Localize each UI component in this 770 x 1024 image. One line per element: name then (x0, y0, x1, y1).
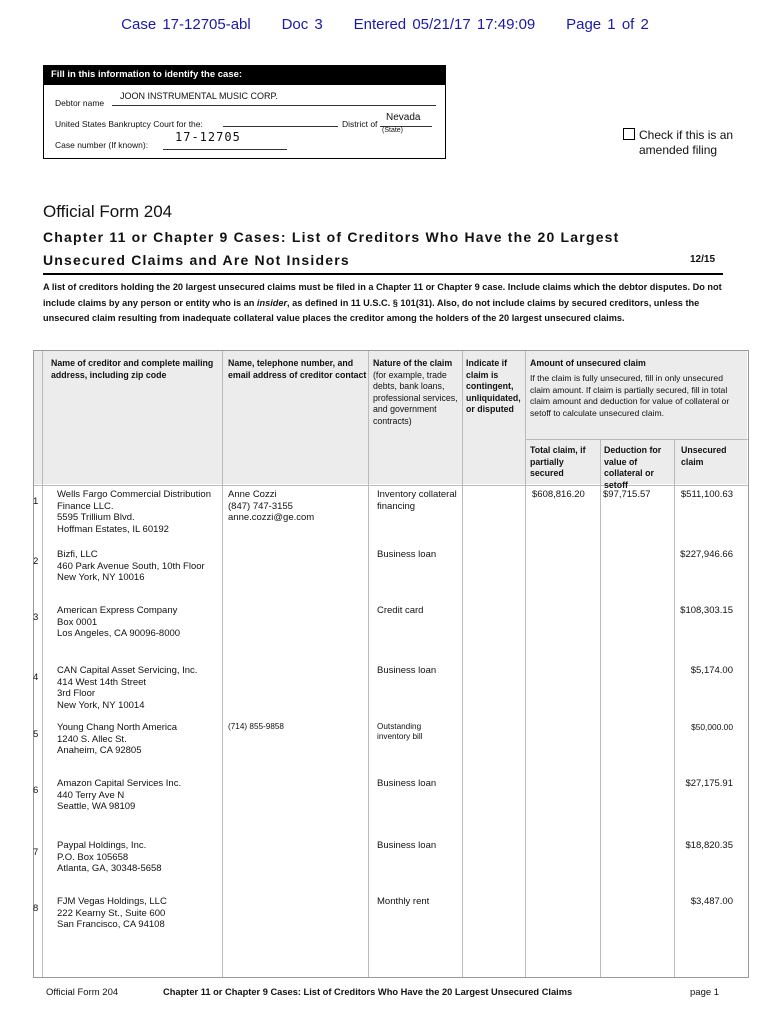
row-number (33, 903, 38, 915)
unsecured-claim-value (681, 489, 733, 500)
column-nature-title: Nature of the claim (373, 358, 453, 368)
unsecured-claim-value-line: $18,820.35 (685, 840, 733, 851)
claim-nature-line: Business loan (377, 778, 437, 789)
title-divider (43, 273, 723, 275)
creditor-name-address (57, 722, 227, 757)
unsecured-claim-value (680, 605, 733, 616)
deduction-value (603, 489, 651, 500)
total-claim-value (532, 489, 585, 500)
total-claim-value-line: $608,816.20 (532, 489, 585, 500)
claim-nature-line: Monthly rent (377, 896, 430, 907)
column-creditor-contact: Name, telephone number, and email address of creditor contact (228, 358, 367, 380)
claim-nature-line: inventory bill (377, 732, 423, 741)
unsecured-claim-value-line: $227,946.66 (680, 549, 733, 560)
creditor-name-address-line: 414 West 14th Street (57, 676, 147, 688)
claim-nature (377, 840, 467, 852)
column-unsecured-claim: Unsecured claim (681, 445, 727, 467)
entered-stamp: Entered 05/21/17 17:49:09 (353, 16, 536, 33)
creditor-name-address-line: 440 Terry Ave N (57, 789, 125, 801)
row-number (33, 729, 38, 741)
creditor-name-address-line: 222 Kearny St., Suite 600 (57, 907, 166, 919)
creditor-name-address-line: American Express Company (57, 605, 178, 616)
creditor-name-address-line: CAN Capital Asset Servicing, Inc. (57, 665, 198, 676)
state-label: (State) (382, 127, 404, 134)
creditor-name-address-line: 5595 Trillium Blvd. (57, 512, 135, 523)
case-number-value: 17-12705 (175, 130, 241, 144)
row-number-line: 2 (33, 556, 39, 567)
district-value: Nevada (386, 112, 421, 123)
form-name: Official Form 204 (43, 202, 173, 221)
case-stamp: Case 17-12705-abl (121, 16, 251, 33)
unsecured-claim-value-line: $27,175.91 (685, 778, 733, 789)
creditor-name-address-line: New York, NY 10014 (57, 699, 145, 711)
unsecured-claim-value (691, 665, 733, 676)
claim-nature-line: financing (377, 500, 416, 512)
creditor-name-address-line: FJM Vegas Holdings, LLC (57, 896, 167, 907)
creditor-name-address-line: Atlanta, GA, 30348-5658 (57, 863, 162, 874)
court-field (223, 114, 338, 127)
row-number-line: 7 (33, 847, 39, 858)
creditor-name-address-line: Wells Fargo Commercial Distribution (57, 489, 211, 500)
unsecured-claim-value (691, 722, 733, 732)
case-number-field (163, 130, 287, 150)
court-stamp-header (0, 16, 770, 33)
claim-nature (377, 549, 467, 561)
form-title-line2: Unsecured Claims and Are Not Insiders (43, 252, 350, 268)
creditor-name-address-line: 1240 S. Allec St. (57, 733, 127, 745)
claim-nature (377, 489, 467, 512)
district-field (380, 112, 432, 127)
column-amount-description: If the claim is fully unsecured, fill in only unsecured claim amount. If claim is partially secured, fill in total claim amount and deduction for value of collateral or setoff to calculate unsecured claim. (530, 373, 730, 418)
claim-nature (377, 778, 467, 790)
creditor-name-address (57, 665, 227, 711)
column-deduction: Deduction for value of collateral or setoff (604, 445, 662, 490)
doc-stamp: Doc 3 (281, 16, 323, 33)
creditor-contact-line: Anne Cozzi (228, 489, 277, 500)
claim-nature (377, 665, 467, 677)
creditor-name-address (57, 896, 227, 931)
creditor-name-address-line: 460 Park Avenue South, 10th Floor (57, 560, 205, 572)
creditor-name-address-line: New York, NY 10016 (57, 572, 145, 583)
form-title (43, 226, 703, 272)
claim-nature (377, 896, 467, 908)
form-title-line1: Chapter 11 or Chapter 9 Cases: List of Creditors Who Have the 20 Largest (43, 229, 620, 245)
unsecured-claim-value-line: $3,487.00 (690, 896, 733, 907)
creditor-name-address-line: Bizfi, LLC (57, 549, 98, 560)
creditor-contact-line: anne.cozzi@ge.com (228, 512, 315, 523)
column-amount-title: Amount of unsecured claim (530, 358, 646, 368)
row-number-line: 5 (33, 729, 39, 740)
page-stamp: Page 1 of 2 (566, 16, 649, 33)
creditor-contact-line: (847) 747-3155 (228, 500, 293, 512)
row-number (33, 496, 38, 508)
unsecured-claim-value-line: $108,303.15 (680, 605, 733, 616)
claim-nature-line: Inventory collateral (377, 489, 457, 500)
footer-form-title: Chapter 11 or Chapter 9 Cases: List of Creditors Who Have the 20 Largest Unsecured Claims (163, 987, 573, 997)
row-number-line: 6 (33, 785, 39, 796)
creditor-contact-line: (714) 855-9858 (228, 722, 284, 731)
creditor-name-address (57, 489, 227, 535)
deduction-value-line: $97,715.57 (603, 489, 651, 500)
creditor-name-address-line: P.O. Box 105658 (57, 851, 129, 863)
column-nature-of-claim (373, 358, 465, 427)
district-label: District of (342, 119, 378, 129)
intro-text-b: , as defined in 11 U.S.C. § 101(31). Also, do not include claims by secured creditors, unless the unsecured claim resulting from inadequate collateral value places the creditor among the holders of the 20 largest unsecured claims. (43, 297, 700, 323)
creditor-contact (228, 489, 368, 524)
creditor-name-address-line: Finance LLC. (57, 500, 114, 512)
form-instructions (43, 280, 723, 327)
creditor-name-address-line: Amazon Capital Services Inc. (57, 778, 182, 789)
amended-filing-checkbox[interactable] (623, 128, 635, 140)
debtor-name-field (112, 91, 436, 106)
claim-nature-line: Business loan (377, 665, 437, 676)
creditor-name-address-line: Paypal Holdings, Inc. (57, 840, 147, 851)
row-number-line: 4 (33, 672, 39, 683)
creditor-name-address (57, 605, 227, 640)
id-box-title: Fill in this information to identify the case: (43, 65, 446, 85)
creditor-name-address-line: Young Chang North America (57, 722, 178, 733)
case-number-label: Case number (If known): (55, 140, 149, 150)
row-number (33, 785, 38, 797)
footer-page-number: page 1 (690, 987, 720, 998)
unsecured-claim-value-line: $5,174.00 (690, 665, 733, 676)
claim-nature (377, 722, 467, 742)
claim-nature-line: Business loan (377, 840, 437, 851)
row-number (33, 847, 38, 859)
row-number-line: 1 (33, 496, 39, 507)
unsecured-claim-value-line: $511,100.63 (680, 489, 733, 500)
debtor-name-value: JOON INSTRUMENTAL MUSIC CORP. (120, 91, 278, 101)
intro-insider-term: insider (256, 297, 288, 308)
creditor-name-address-line: Hoffman Estates, IL 60192 (57, 523, 169, 535)
claim-nature (377, 605, 467, 617)
creditor-name-address-line: Los Angeles, CA 90096-8000 (57, 628, 181, 639)
column-total-claim: Total claim, if partially secured (530, 445, 586, 478)
unsecured-claim-value (691, 896, 733, 907)
court-label: United States Bankruptcy Court for the: (55, 119, 203, 129)
claim-nature-line: Business loan (377, 549, 437, 560)
unsecured-claim-value (685, 840, 733, 851)
column-creditor-name: Name of creditor and complete mailing address, including zip code (51, 358, 214, 380)
intro-text-a: A list of creditors holding the 20 largest unsecured claims must be filed in a Chapter 11 or Chapter 9 case. Include claims which the debtor disputes. Do not include claims by any person or entity who is an (43, 282, 722, 308)
creditor-name-address-line: 3rd Floor (57, 688, 96, 699)
row-number (33, 556, 38, 568)
form-revision-date: 12/15 (690, 254, 716, 265)
debtor-name-label: Debtor name (55, 98, 105, 108)
row-number (33, 672, 38, 684)
column-indicate: Indicate if claim is contingent, unliquidated, or disputed (466, 358, 521, 414)
row-number (33, 612, 38, 624)
claim-nature-line: Outstanding (377, 722, 422, 731)
creditor-name-address (57, 778, 227, 813)
creditor-name-address-line: Box 0001 (57, 616, 98, 628)
claim-nature-line: Credit card (377, 605, 424, 616)
creditor-name-address-line: Anaheim, CA 92805 (57, 745, 142, 756)
unsecured-claim-value-line: $50,000.00 (691, 722, 733, 732)
footer-form-name: Official Form 204 (46, 987, 119, 998)
creditor-name-address-line: Seattle, WA 98109 (57, 801, 136, 812)
column-nature-examples: (for example, trade debts, bank loans, professional services, and government contracts) (373, 369, 458, 426)
row-number-line: 8 (33, 903, 39, 914)
unsecured-claim-value (680, 549, 733, 560)
creditor-name-address (57, 840, 227, 875)
row-number-line: 3 (33, 612, 39, 623)
creditor-contact (228, 722, 368, 732)
unsecured-claim-value (685, 778, 733, 789)
creditor-name-address-line: San Francisco, CA 94108 (57, 919, 165, 930)
amended-filing-label: Check if this is an amended filing (639, 128, 734, 157)
creditor-name-address (57, 549, 227, 584)
